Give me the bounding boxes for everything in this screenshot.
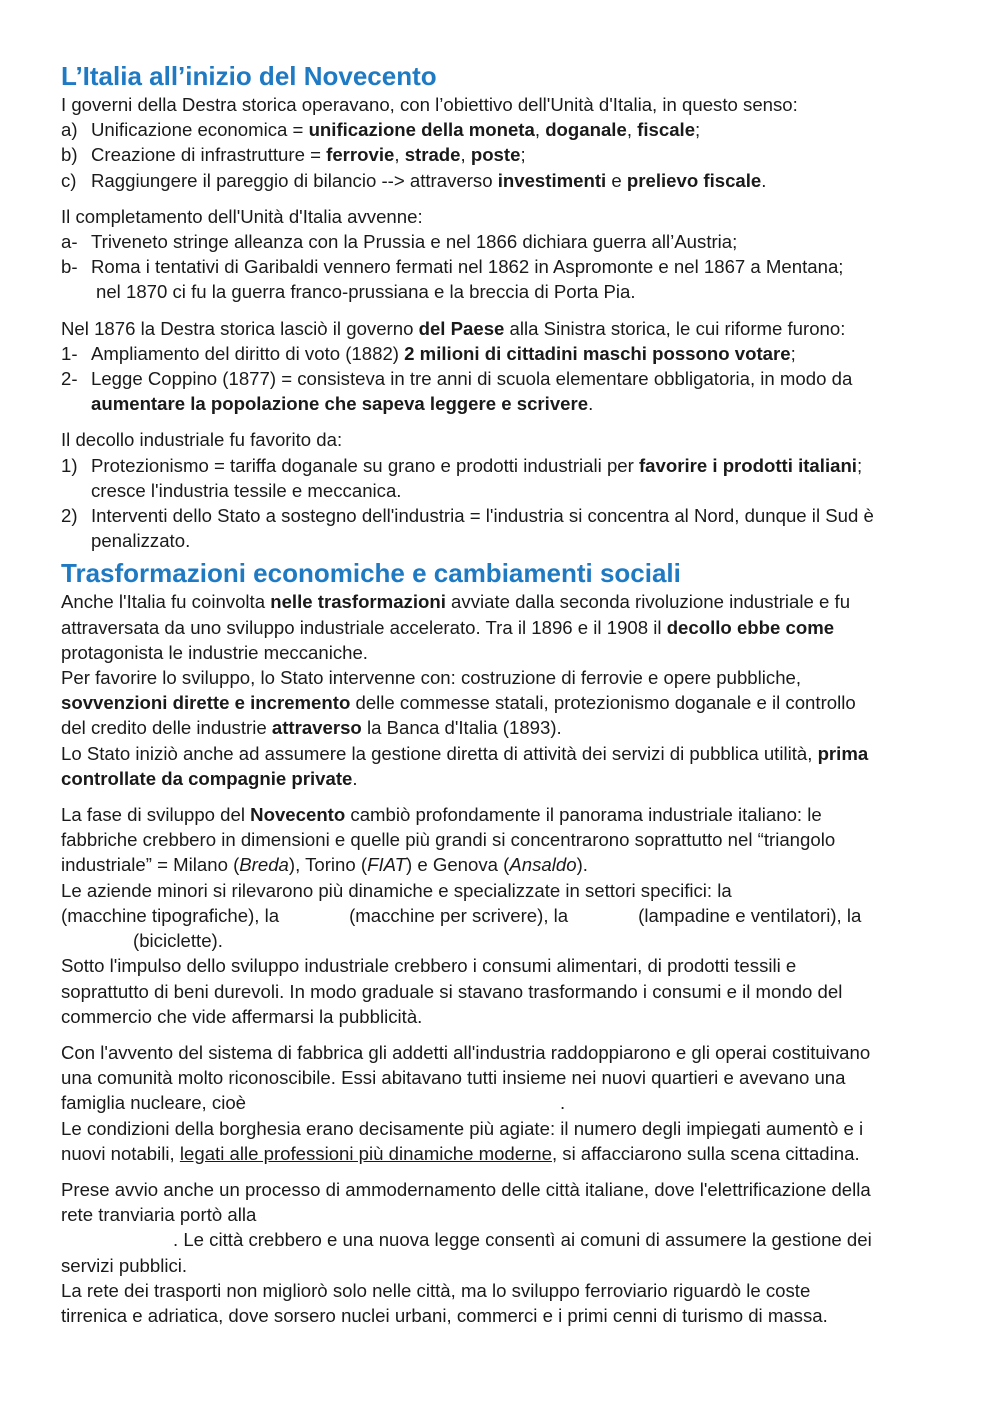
paragraph-line: Le aziende minori si rilevarono più dinamiche e specializzate in settori specifici: la xyxy=(61,879,732,901)
list-item xyxy=(61,254,946,279)
paragraph-line: . Le città crebbero e una nuova legge consentì ai comuni di assumere la gestione dei xyxy=(173,1229,872,1251)
paragraph-line: Prese avvio anche un processo di ammodernamento delle città italiane, dove l'elettrificazione della xyxy=(61,1178,871,1200)
list-item xyxy=(61,503,946,528)
list-marker: b- xyxy=(61,256,78,278)
paragraph-line: tirrenica e adriatica, dove sorsero nuclei urbani, commerci e i primi cenni di turismo di massa. xyxy=(61,1304,828,1326)
paragraph-line: nuovi notabili, legati alle professioni più dinamiche moderne, si affacciarono sulla scena cittadina. xyxy=(61,1142,860,1164)
list-text: Raggiungere il pareggio di bilancio --> attraverso investimenti e prelievo fiscale. xyxy=(91,169,767,191)
paragraph-line: una comunità molto riconoscibile. Essi abitavano tutti insieme nei nuovi quartieri e avevano una xyxy=(61,1067,846,1089)
paragraph-line: Con l'avvento del sistema di fabbrica gli addetti all'industria raddoppiarono e gli operai costituivano xyxy=(61,1041,871,1063)
list-text: Triveneto stringe alleanza con la Prussia e nel 1866 dichiara guerra all’Austria; xyxy=(91,231,738,253)
document-page xyxy=(61,60,946,1328)
list-text: Roma i tentativi di Garibaldi vennero fermati nel 1862 in Aspromonte e nel 1867 a Mentana; xyxy=(91,256,844,278)
paragraph-line: servizi pubblici. xyxy=(61,1254,188,1276)
list-text: Creazione di infrastrutture = ferrovie, strade, poste; xyxy=(91,144,526,166)
list-text: Legge Coppino (1877) = consisteva in tre anni di scuola elementare obbligatoria, in modo da xyxy=(91,368,853,390)
paragraph-line: sovvenzioni dirette e incremento delle commesse statali, protezionismo doganale e il controllo xyxy=(61,692,856,714)
list-item xyxy=(61,117,946,142)
list-item xyxy=(61,168,946,193)
list-continuation: nel 1870 ci fu la guerra franco-prussiana e la breccia di Porta Pia. xyxy=(96,281,636,303)
paragraph-line: attraversata da uno sviluppo industriale accelerato. Tra il 1896 e il 1908 il decollo ebbe come xyxy=(61,616,835,638)
list-item xyxy=(61,341,946,366)
list-continuation: aumentare la popolazione che sapeva leggere e scrivere. xyxy=(91,393,594,415)
paragraph-decollo-intro: Il decollo industriale fu favorito da: xyxy=(61,429,343,451)
list-text: Ampliamento del diritto di voto (1882) 2 milioni di cittadini maschi possono votare; xyxy=(91,342,796,364)
paragraph-line: (biciclette). xyxy=(133,930,223,952)
list-marker: 1) xyxy=(61,454,78,476)
paragraph-line: Le condizioni della borghesia erano decisamente più agiate: il numero degli impiegati aumentò e i xyxy=(61,1117,864,1139)
section-title-trasformazioni: Trasformazioni economiche e cambiamenti sociali xyxy=(61,558,681,589)
list-continuation: penalizzato. xyxy=(91,530,191,552)
list-item xyxy=(61,142,946,167)
paragraph-line: La rete dei trasporti non migliorò solo nelle città, ma lo sviluppo ferroviario riguardò le coste xyxy=(61,1279,811,1301)
paragraph-destra-intro: I governi della Destra storica operavano, con l’obiettivo dell'Unità d'Italia, in questo senso: xyxy=(61,94,798,115)
list-marker: 2- xyxy=(61,368,78,390)
paragraph-line: rete tranviaria portò alla xyxy=(61,1204,257,1226)
paragraph-line: industriale” = Milano (Breda), Torino (FIAT) e Genova (Ansaldo). xyxy=(61,854,588,876)
list-marker: b) xyxy=(61,144,78,166)
paragraph-line: commercio che vide affermarsi la pubblicità. xyxy=(61,1005,423,1027)
list-marker: c) xyxy=(61,169,77,191)
list-marker: a) xyxy=(61,119,78,141)
section-title-italia-novecento: L’Italia all’inizio del Novecento xyxy=(61,61,437,91)
list-marker: 2) xyxy=(61,505,78,527)
paragraph-line: fabbriche crebbero in dimensioni e quelle più grandi si concentrarono soprattutto nel “triangolo xyxy=(61,829,836,851)
paragraph-completamento-intro: Il completamento dell'Unità d'Italia avvenne: xyxy=(61,205,423,227)
paragraph-line: del credito delle industrie attraverso la Banca d'Italia (1893). xyxy=(61,717,562,739)
paragraph-line: Sotto l'impulso dello sviluppo industriale crebbero i consumi alimentari, di prodotti tessili e xyxy=(61,955,797,977)
list-text: Protezionismo = tariffa doganale su grano e prodotti industriali per favorire i prodotti italiani; xyxy=(91,454,863,476)
paragraph-line: Per favorire lo sviluppo, lo Stato intervenne con: costruzione di ferrovie e opere pubbliche, xyxy=(61,667,802,689)
list-marker: 1- xyxy=(61,342,78,364)
paragraph-line: famiglia nucleare, cioè . xyxy=(61,1092,566,1114)
paragraph-line: (macchine tipografiche), la (macchine per scrivere), la (lampadine e ventilatori), la xyxy=(61,904,862,926)
list-item xyxy=(61,366,946,391)
list-text: Unificazione economica = unificazione della moneta, doganale, fiscale; xyxy=(91,119,701,141)
list-continuation: cresce l'industria tessile e meccanica. xyxy=(91,479,402,501)
paragraph-line: Anche l'Italia fu coinvolta nelle trasformazioni avviate dalla seconda rivoluzione industriale e fu xyxy=(61,591,851,613)
list-marker: a- xyxy=(61,231,78,253)
paragraph-line: Lo Stato iniziò anche ad assumere la gestione diretta di attività dei servizi di pubblica utilità, prima xyxy=(61,742,869,764)
paragraph-line: soprattutto di beni durevoli. In modo graduale si stavano trasformando i consumi e il mondo del xyxy=(61,980,843,1002)
paragraph-line: La fase di sviluppo del Novecento cambiò profondamente il panorama industriale italiano: le xyxy=(61,804,822,826)
paragraph-line: controllate da compagnie private. xyxy=(61,767,358,789)
list-text: Interventi dello Stato a sostegno dell'industria = l'industria si concentra al Nord, dunque il Sud è xyxy=(91,505,874,527)
list-item xyxy=(61,229,946,254)
list-item xyxy=(61,453,946,478)
paragraph-sinistra-intro: Nel 1876 la Destra storica lasciò il governo del Paese alla Sinistra storica, le cui riforme furono: xyxy=(61,317,846,339)
paragraph-line: protagonista le industrie meccaniche. xyxy=(61,641,368,663)
